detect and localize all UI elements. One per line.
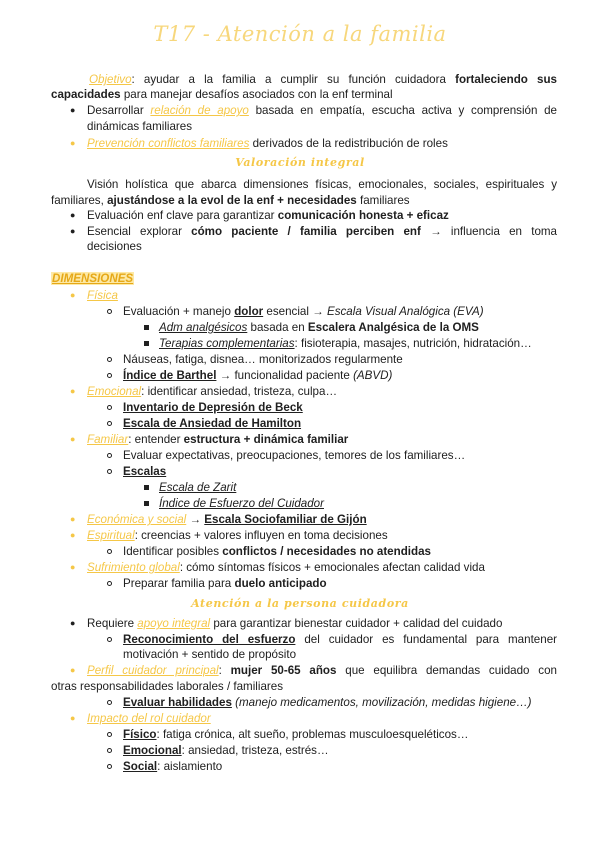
dim-sufrimiento: Sufrimiento global: cómo síntomas físicos + emocionales afectan calidad vida [87,561,485,574]
valoracion-paragraph-1: Visión holística que abarca dimensiones físicas, emocionales, sociales, espirituales y [87,178,557,191]
dim-fisica-sub-1-item-2: Terapias complementarias: fisioterapia, masajes, nutrición, hidratación… [159,337,532,350]
bullet-dot: ● [70,562,76,572]
dim-espiritual-sub-1: Identificar posibles conflictos / necesidades no atendidas [123,545,431,558]
dim-economica: Económica y social → Escala Sociofamiliar de Gijón [87,513,367,526]
cuidadora-bullet-3-sub-1: Físico: fatiga crónica, alt sueño, problemas musculoesqueléticos… [123,728,469,741]
bullet-circle [107,581,112,586]
bullet-square [144,341,149,346]
dim-fisica-sub-1: Evaluación + manejo dolor esencial → Escala Visual Analógica (EVA) [123,305,484,318]
cuidadora-bullet-3-sub-3: Social: aislamiento [123,760,223,773]
dim-fisica-sub-1-item-1: Adm analgésicos basada en Escalera Analgésica de la OMS [159,321,479,334]
cuidadora-bullet-1: Requiere apoyo integral para garantizar bienestar cuidador + calidad del cuidado [87,617,503,630]
dim-fisica-sub-3: Índice de Barthel → funcionalidad paciente (ABVD) [123,369,393,382]
cuidadora-bullet-1-sub-1: Reconocimiento del esfuerzo del cuidador es fundamental para mantener [123,633,557,646]
bullet-dot: ● [70,386,76,396]
dim-familiar: Familiar: entender estructura + dinámica familiar [87,433,349,446]
bullet-circle [107,309,112,314]
bullet-circle [107,748,112,753]
bullet-square [144,325,149,330]
dim-fisica-sub-2: Náuseas, fatiga, disnea… monitorizados regularmente [123,353,403,366]
bullet-square [144,501,149,506]
valoracion-bullet-2: Esencial explorar cómo paciente / familia perciben enf → influencia en toma [87,225,557,238]
dim-emocional: Emocional: identificar ansiedad, tristeza, culpa… [87,385,338,398]
dim-familiar-sub-2: Escalas [123,465,167,478]
bullet-circle [107,764,112,769]
bullet-dot: ● [70,210,76,220]
cuidadora-bullet-3: Impacto del rol cuidador [87,712,211,725]
dim-espiritual: Espiritual: creencias + valores influyen en toma decisiones [87,529,388,542]
cuidadora-bullet-1-sub-1-cont: motivación + sentido de propósito [123,648,297,661]
bullet-circle [107,637,112,642]
page-title: T17 - Atención a la familia [153,22,447,46]
bullet-dot: ● [70,105,76,115]
bullet-dot: ● [70,138,76,148]
bullet-circle [107,469,112,474]
bullet-dot: ● [70,530,76,540]
valoracion-bullet-2-cont: decisiones [87,240,142,253]
objetivo-line-2: capacidades para manejar desafíos asociados con la enf terminal [51,88,393,101]
valoracion-paragraph-2: familiares, ajustándose a la evol de la enf + necesidades familiares [51,194,410,207]
cuidadora-bullet-3-sub-2: Emocional: ansiedad, tristeza, estrés… [123,744,329,757]
bullet-circle [107,732,112,737]
bullet-circle [107,453,112,458]
objetivo-label: Objetivo [89,73,132,86]
bullet-circle [107,373,112,378]
dim-emocional-sub-1: Inventario de Depresión de Beck [123,401,303,414]
bullet-dot: ● [70,434,76,444]
bullet-circle [107,357,112,362]
section-heading-cuidadora: Atención a la persona cuidadora [191,597,409,610]
dim-familiar-sub-1: Evaluar expectativas, preocupaciones, temores de los familiares… [123,449,466,462]
dim-emocional-sub-2: Escala de Ansiedad de Hamilton [123,417,302,430]
cuidadora-bullet-2: Perfil cuidador principal: mujer 50-65 años que equilibra demandas cuidado con [87,664,557,677]
bullet-dot: ● [70,713,76,723]
bullet-square [144,485,149,490]
bullet-circle [107,700,112,705]
bullet-dot: ● [70,226,76,236]
dim-familiar-sub-2-item-2: Índice de Esfuerzo del Cuidador [159,497,324,510]
intro-bullet-1: Desarrollar relación de apoyo basada en empatía, escucha activa y comprensión de [87,104,557,117]
bullet-dot: ● [70,290,76,300]
objetivo-line-1: Objetivo: ayudar a la familia a cumplir su función cuidadora fortaleciendo sus [89,73,558,86]
dim-fisica: Física [87,289,118,302]
bullet-circle [107,405,112,410]
dim-familiar-sub-2-item-1: Escala de Zarit [159,481,237,494]
bullet-circle [107,421,112,426]
cuidadora-bullet-2-cont: otras responsabilidades laborales / familiares [51,680,283,693]
bullet-dot: ● [70,665,76,675]
section-heading-valoracion: Valoración integral [235,156,365,169]
intro-bullet-1-cont: dinámicas familiares [87,120,193,133]
dim-sufrimiento-sub-1: Preparar familia para duelo anticipado [123,577,327,590]
intro-bullet-2: Prevención conflictos familiares derivados de la redistribución de roles [87,137,448,150]
valoracion-bullet-1: Evaluación enf clave para garantizar comunicación honesta + eficaz [87,209,449,222]
cuidadora-bullet-2-sub-1: Evaluar habilidades (manejo medicamentos, movilización, medidas higiene…) [123,696,532,709]
bullet-circle [107,549,112,554]
dimensiones-heading: DIMENSIONES [52,272,134,285]
bullet-dot: ● [70,618,76,628]
bullet-dot: ● [70,514,76,524]
